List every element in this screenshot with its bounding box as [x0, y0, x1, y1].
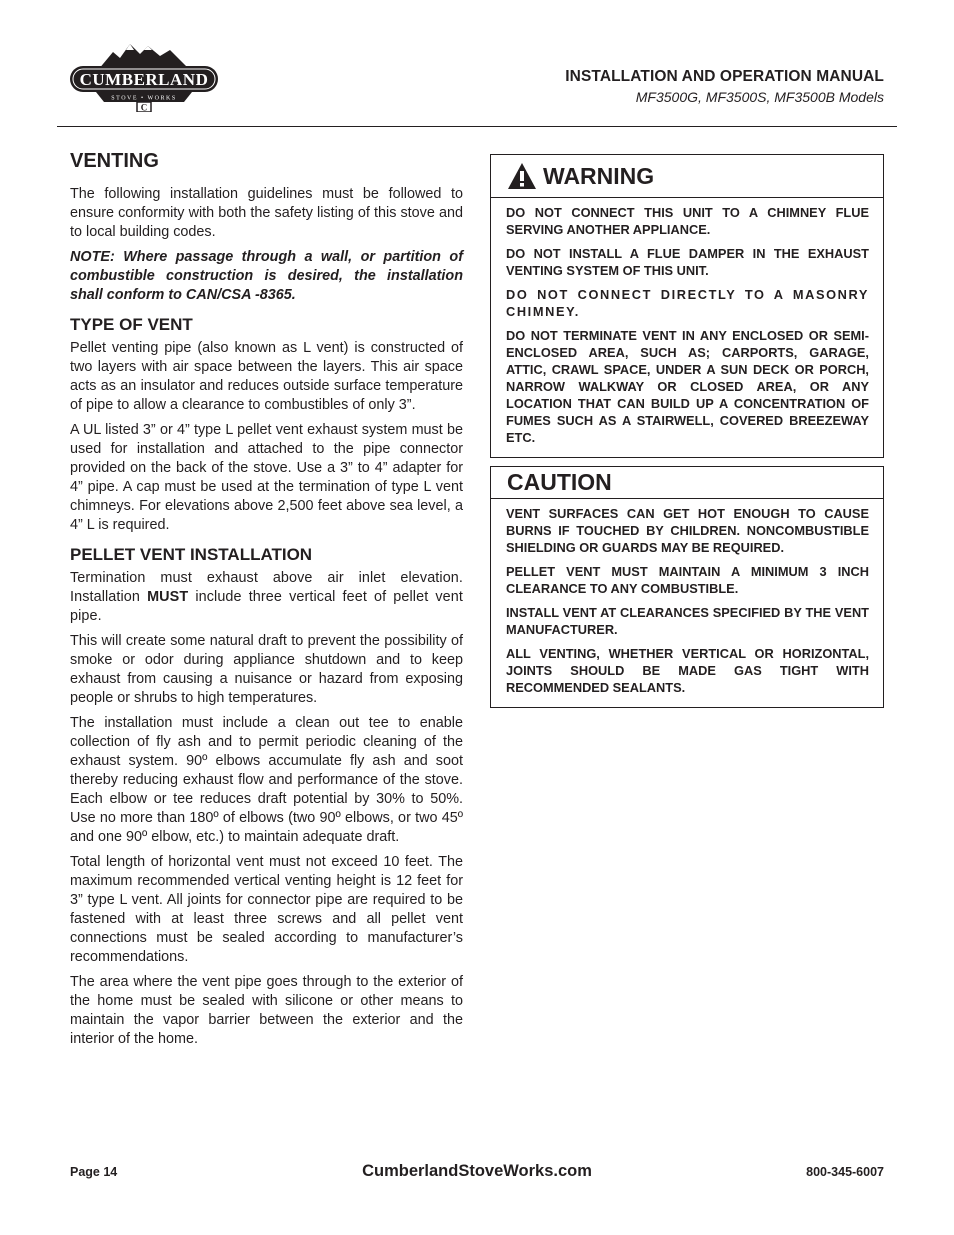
pellet-vent-p4: Total length of horizontal vent must not exceed 10 feet. The maximum recommended vertical venting height is 12 feet for 3” type L vent. All joints for connector pipe are required to be fastened with at least three screws and all pellet vent connections must be sealed according to manufacturer’s recommendations.	[70, 854, 463, 965]
phone-number: 800-345-6007	[806, 1165, 884, 1179]
models-subtitle: MF3500G, MF3500S, MF3500B Models	[635, 89, 884, 105]
warning-item: DO NOT CONNECT DIRECTLY TO A MASONRY CHIMNEY.	[506, 287, 869, 319]
pellet-vent-p2: This will create some natural draft to prevent the possibility of smoke or odor during appliance shutdown and to keep exhaust from causing a nuisance or hazard from exposing people or shrubs to high temperatures.	[70, 633, 463, 706]
pellet-vent-p1-b: include three vertical feet of pellet vent pipe.	[70, 589, 463, 624]
header-divider	[57, 126, 897, 127]
caution-title: CAUTION	[507, 469, 612, 495]
page-number: Page 14	[70, 1165, 118, 1179]
warning-header	[491, 155, 883, 198]
cumberland-logo	[68, 40, 220, 112]
svg-text:STOVE • WORKS: STOVE • WORKS	[111, 95, 177, 102]
warning-title: WARNING	[543, 162, 655, 189]
pellet-vent-p1-a: Termination must exhaust above air inlet elevation. Installation	[70, 570, 463, 605]
type-of-vent-p1: Pellet venting pipe (also known as L vent) is constructed of two layers with air space between the layers. This air space acts as an insulator and reduces outside surface temperature of pipe to allow a clearance to combustibles of only 3”.	[70, 340, 463, 413]
warning-body	[491, 198, 883, 457]
caution-item: PELLET VENT MUST MAINTAIN A MINIMUM 3 INCH CLEARANCE TO ANY COMBUSTIBLE.	[506, 564, 869, 596]
svg-text:C: C	[140, 102, 148, 112]
manual-title: INSTALLATION AND OPERATION MANUAL	[565, 68, 884, 85]
pellet-vent-p3: The installation must include a clean out tee to enable collection of fly ash and to permit periodic cleaning of the exhaust system. 90º elbows accumulate fly ash and soot thereby reducing exhaust flow and performance of the stove. Each elbow or tee reduces draft potential by 30% to 50%. Use no more than 180º of elbows (two 90º elbows, or two 45º and one 90º elbow, etc.) to maintain adequate draft.	[70, 715, 463, 845]
warning-box	[490, 154, 884, 458]
caution-item: VENT SURFACES CAN GET HOT ENOUGH TO CAUSE BURNS IF TOUCHED BY CHILDREN. NONCOMBUSTIBLE SHIELDING OR GUARDS MAY BE REQUIRED.	[506, 506, 869, 555]
venting-note: NOTE: Where passage through a wall, or partition of combustible construction is desired, the installation shall conform to CAN/CSA -8365.	[70, 249, 463, 303]
caution-item: ALL VENTING, WHETHER VERTICAL OR HORIZONTAL, JOINTS SHOULD BE MADE GAS TIGHT WITH RECOMMENDED SEALANTS.	[506, 646, 869, 695]
caution-body	[491, 499, 883, 707]
type-of-vent-p2: A UL listed 3” or 4” type L pellet vent exhaust system must be used for installation and attached to the pipe connector provided on the back of the stove. Use a 3” to 4” adapter for 4” pipe. A cap must be used at the termination of type L vent chimneys. For elevations above 2,500 feet above sea level, a 4” L is required.	[70, 422, 463, 533]
left-column	[70, 150, 463, 1055]
pellet-vent-p1	[70, 569, 463, 626]
website-footer: CumberlandStoveWorks.com	[362, 1162, 592, 1180]
pellet-vent-p1-must: MUST	[147, 589, 189, 605]
pellet-vent-p5: The area where the vent pipe goes through to the exterior of the home must be sealed with silicone or other means to maintain the vapor barrier between the exterior and the interior of the home.	[70, 974, 463, 1047]
svg-text:CUMBERLAND: CUMBERLAND	[79, 70, 209, 89]
venting-intro: The following installation guidelines must be followed to ensure conformity with both the safety listing of this stove and to local building codes.	[70, 186, 463, 240]
warning-item: DO NOT TERMINATE VENT IN ANY ENCLOSED OR SEMI-ENCLOSED AREA, SUCH AS; CARPORTS, GARAGE, ATTIC, CRAWL SPACE, UNDER A SUN DECK OR PORCH, NARROW WALKWAY OR CLOSED AREA, OR ANY LOCATION THAT CAN BUILD UP A CONCENTRATION OF FUMES SUCH AS A STAIRWELL, COVERED BREEZEWAY ETC.	[506, 328, 869, 445]
venting-heading: VENTING	[70, 150, 159, 172]
pellet-vent-installation-heading: PELLET VENT INSTALLATION	[70, 545, 313, 564]
caution-item: INSTALL VENT AT CLEARANCES SPECIFIED BY THE VENT MANUFACTURER.	[506, 605, 869, 637]
caution-box	[490, 466, 884, 708]
caution-header	[491, 467, 883, 499]
warning-triangle-icon	[507, 162, 537, 190]
type-of-vent-heading: TYPE OF VENT	[70, 315, 193, 334]
warning-item: DO NOT CONNECT THIS UNIT TO A CHIMNEY FLUE SERVING ANOTHER APPLIANCE.	[506, 205, 869, 237]
warning-item: DO NOT INSTALL A FLUE DAMPER IN THE EXHAUST VENTING SYSTEM OF THIS UNIT.	[506, 246, 869, 278]
